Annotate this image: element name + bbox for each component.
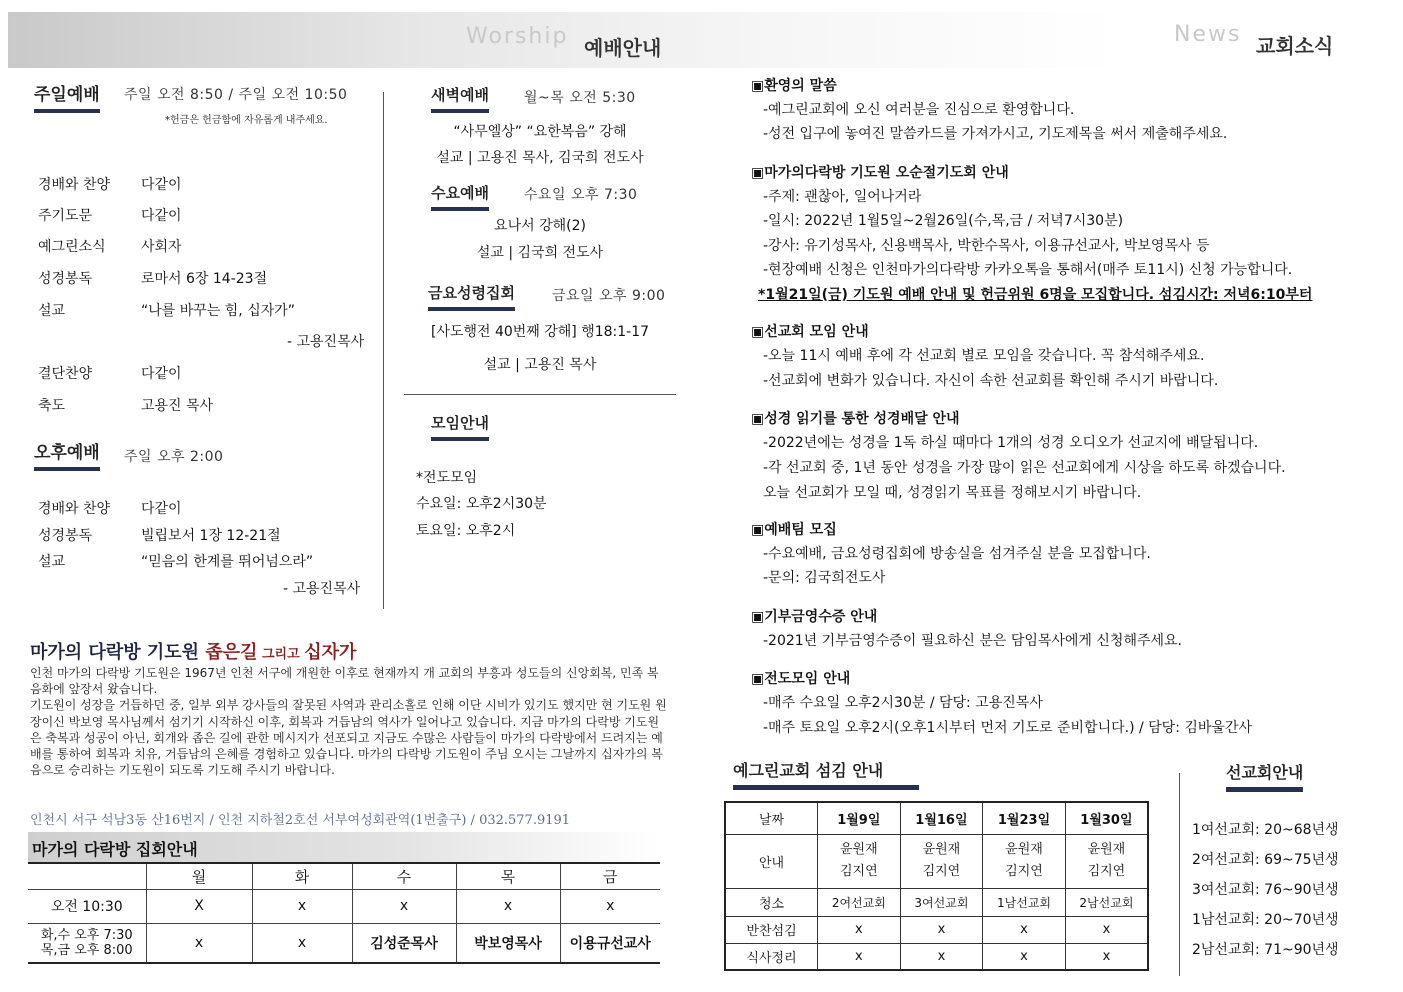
table-cell (900, 834, 983, 888)
table-cell: X (146, 889, 252, 923)
news-notice: *1월21일(금) 기도원 예배 안내 및 헌금위원 6명을 모집합니다. 섬김시간: 저녁6:10부터 (758, 287, 1313, 303)
order-label: 경배와 찬양 (38, 177, 111, 193)
wednesday-sermon-series: 요나서 강해(2) (494, 218, 586, 234)
header-cell (28, 863, 146, 889)
guide-name: 윤원재 (839, 842, 878, 857)
mission-item: 1여선교회: 20~68년생 (1192, 822, 1339, 838)
table-cell: 1남선교회 (983, 888, 1066, 916)
news-item-line: -성전 입구에 놓여진 말씀카드를 가져가시고, 기도제목을 써서 제출해주세요. (763, 126, 1228, 142)
order-value: 다같이 (141, 208, 182, 224)
sermon-title: “믿음의 한계를 뛰어넘으라” (141, 554, 314, 570)
news-item-line: -매주 토요일 오후2시(오후1시부터 먼저 기도로 준비합니다.) / 담당: 김바울간사 (763, 720, 1252, 736)
mission-item: 2남선교회: 71~90년생 (1192, 942, 1339, 958)
mission-item: 3여선교회: 76~90년생 (1192, 882, 1339, 898)
order-value: 사회자 (141, 239, 182, 255)
table-cell: 청소 (725, 888, 818, 916)
mission-divider (1179, 773, 1180, 976)
wednesday-worship-title: 수요예배 (431, 182, 489, 211)
news-ko-label: 교회소식 (1256, 34, 1334, 58)
news-en-label: News (1174, 22, 1242, 47)
news-item-title: ▣예배팀 모집 (751, 522, 837, 538)
header-cell: 수 (352, 863, 456, 889)
order-label: 성경봉독 (38, 271, 93, 287)
prayer-house-title (30, 638, 356, 664)
news-item-line: -현장예배 신청은 인천마가의다락방 카카오톡을 통해서(매주 토11시) 신청 가능합니다. (763, 262, 1293, 278)
news-item-line: -오늘 11시 예배 후에 각 선교회 별로 모임을 갖습니다. 꼭 참석해주세요. (763, 348, 1205, 364)
guide-name: 윤원재 (922, 842, 961, 857)
table-cell (818, 834, 901, 888)
prayer-house-address: 인천시 서구 석남3동 산16번지 / 인천 지하철2호선 서부여성회관역(1번출구) / 032.577.9191 (30, 813, 571, 828)
order-label: 축도 (38, 398, 66, 414)
order-label: 경배와 찬양 (38, 501, 111, 517)
table-row (725, 943, 1148, 970)
news-item-title: ▣마가의다락방 기도원 오순절기도회 안내 (751, 165, 1009, 181)
table-cell: x (146, 923, 252, 963)
news-item-line: -문의: 김국희전도사 (763, 570, 886, 586)
worship-ko-label: 예배안내 (584, 36, 662, 60)
header-cell: 날짜 (725, 802, 818, 834)
news-item-line: -2022년에는 성경을 1독 하실 때마다 1개의 성경 오디오가 선교지에 배달됩니다. (763, 435, 1259, 451)
table-cell (983, 834, 1066, 888)
table-cell (1065, 834, 1148, 888)
dawn-preachers: 설교 | 고용진 목사, 김국희 전도사 (436, 150, 644, 166)
meeting-line: 토요일: 오후2시 (416, 523, 516, 539)
serving-title: 예그린교회 섬김 안내 (733, 758, 919, 790)
offering-note: *헌금은 헌금함에 자유롭게 내주세요. (165, 115, 328, 126)
order-value: 로마서 6장 14-23절 (141, 271, 268, 287)
meeting-line: 수요일: 오후2시30분 (416, 496, 547, 512)
news-item-line: -예그린교회에 오신 여러분을 진심으로 환영합니다. (763, 102, 1075, 118)
table-cell: 반찬섬김 (725, 916, 818, 943)
table-cell: x (1065, 916, 1148, 943)
news-item-line: -각 선교회 중, 1년 동안 성경을 가장 많이 읽은 선교회에게 시상을 하도록 하겠습니다. (763, 460, 1286, 476)
header-cell: 화 (252, 863, 352, 889)
order-label: 예그린소식 (38, 239, 106, 255)
table-cell: x (252, 923, 352, 963)
news-item-line: -일시: 2022년 1월5일~2월26일(수,목,금 / 저녁7시30분) (763, 213, 1124, 229)
order-label: 설교 (38, 303, 66, 319)
table-cell: 김성준목사 (352, 923, 456, 963)
guide-name: 윤원재 (1005, 842, 1043, 857)
sermon-title: “나를 바꾸는 힘, 십자가” (141, 303, 296, 319)
guide-name: 윤원재 (1087, 842, 1126, 857)
news-item-line: -수요예배, 금요성령집회에 방송실을 섬겨주실 분을 모집합니다. (763, 546, 1151, 562)
table-row (725, 916, 1148, 943)
prayer-house-description (30, 665, 670, 778)
meeting-line: *전도모임 (416, 470, 478, 486)
header-cell: 1월30일 (1065, 802, 1148, 834)
table-cell: 박보영목사 (456, 923, 560, 963)
order-value: 다같이 (141, 366, 182, 382)
dawn-sermon-series: “사무엘상” “요한복음” 강해 (453, 124, 627, 140)
order-label: 설교 (38, 554, 66, 570)
preacher: - 고용진목사 (283, 581, 361, 597)
serving-table (724, 801, 1149, 971)
table-cell: x (900, 916, 983, 943)
guide-name: 김지연 (922, 864, 961, 879)
friday-sermon-series: [사도행전 40번째 강해] 행18:1-17 (430, 324, 650, 340)
order-label: 주기도문 (38, 208, 93, 224)
worship-en-label: Worship (466, 24, 569, 49)
table-cell: x (900, 943, 983, 970)
header-cell: 금 (560, 863, 660, 889)
table-cell: x (983, 943, 1066, 970)
table-cell: 식사정리 (725, 943, 818, 970)
order-value: 다같이 (141, 177, 182, 193)
guide-name: 김지연 (1087, 864, 1126, 879)
table-cell: x (818, 943, 901, 970)
table-cell: x (352, 889, 456, 923)
header-cell: 1월9일 (818, 802, 901, 834)
sunday-worship-title: 주일예배 (34, 80, 100, 113)
title-part: 좁은길 (205, 642, 258, 663)
description-text: 인천 마가의 다락방 기도원은 1967년 인천 서구에 개원한 이후로 현재까지 개 교회의 부흥과 성도들의 신앙회복, 민족 복음화에 앞장서 왔습니다. 기도원이 성장을 거듭하던 중, 일부 외부 강사들의 잘못된 사역과 관리소홀로 인해 이단 시비가 있기도 했지만 현 기도원 원장이신 박보영 목사님께서 섬기기 시작하신 이후, 회복과 거듭남의 역사가 일어나고 있습니다. 지금 마가의 다락방 기도원은 축복과 성공이 아닌, 회개와 좁은 길에 관한 메시지가 선포되고 지금도 수많은 사람들이 마가의 다락방에서 드려지는 예배를 통하여 회복과 치유, 거듭남의 은혜를 경험하고 있습니다. 마가의 다락방 기도원이 주님 오시는 그날까지 십자가의 복음으로 승리하는 기도원이 되도록 기도해 주시기 바랍니다. (30, 666, 667, 778)
title-part: 십자가 (304, 642, 357, 663)
table-cell: x (818, 916, 901, 943)
gathering-title: 마가의 다락방 집회안내 (32, 840, 198, 859)
wednesday-worship-time: 수요일 오후 7:30 (524, 187, 638, 203)
table-cell: x (252, 889, 352, 923)
section-divider (404, 394, 676, 395)
table-cell: 3여선교회 (900, 888, 983, 916)
news-item-line: 오늘 선교회가 모일 때, 성경읽기 목표를 정해보시기 바랍니다. (763, 485, 1142, 501)
news-item-line: -2021년 기부금영수증이 필요하신 분은 담임목사에게 신청해주세요. (763, 633, 1183, 649)
afternoon-worship-title: 오후예배 (34, 438, 100, 471)
order-value: 고용진 목사 (141, 398, 214, 414)
table-cell: 오전 10:30 (28, 889, 146, 923)
news-item-line: -주제: 괜찮아, 일어나거라 (763, 189, 922, 205)
table-row (28, 889, 660, 923)
header-cell: 월 (146, 863, 252, 889)
preacher: - 고용진목사 (287, 334, 365, 350)
guide-name: 김지연 (839, 864, 878, 879)
news-item-title: ▣전도모임 안내 (751, 671, 851, 687)
dawn-worship-time: 월~목 오전 5:30 (524, 90, 636, 106)
table-cell: x (983, 916, 1066, 943)
mission-title: 선교회안내 (1226, 760, 1303, 792)
table-cell: x (560, 889, 660, 923)
order-label: 결단찬양 (38, 366, 93, 382)
column-divider (383, 92, 384, 609)
news-item-line: -강사: 유기성목사, 신용백목사, 박한수목사, 이용규선교사, 박보영목사 등 (763, 238, 1210, 254)
table-cell: 이용규선교사 (560, 923, 660, 963)
header-cell: 1월23일 (983, 802, 1066, 834)
table-cell: 안내 (725, 834, 818, 888)
news-item-title: ▣기부금영수증 안내 (751, 609, 878, 625)
header-cell: 1월16일 (900, 802, 983, 834)
table-header-row (28, 863, 660, 889)
friday-worship-title: 금요성령집회 (428, 282, 515, 311)
news-item-line: -매주 수요일 오후2시30분 / 담당: 고용진목사 (763, 695, 1043, 711)
order-label: 성경봉독 (38, 528, 93, 544)
gathering-schedule-table (28, 862, 660, 964)
guide-name: 김지연 (1005, 864, 1043, 879)
order-value: 빌립보서 1장 12-21절 (141, 528, 281, 544)
friday-preacher: 설교 | 고용진 목사 (483, 357, 597, 373)
mission-item: 1남선교회: 20~70년생 (1192, 912, 1339, 928)
dawn-worship-title: 새벽예배 (431, 84, 489, 113)
table-cell: 2여선교회 (818, 888, 901, 916)
title-part: 마가의 다락방 기도원 (30, 642, 206, 663)
wednesday-preacher: 설교 | 김국희 전도사 (476, 245, 604, 261)
news-item-title: ▣성경 읽기를 통한 성경배달 안내 (751, 411, 960, 427)
sunday-worship-times: 주일 오전 8:50 / 주일 오전 10:50 (124, 87, 348, 103)
news-item-title: ▣선교회 모임 안내 (751, 324, 869, 340)
news-item-title: ▣환영의 말씀 (751, 78, 837, 94)
table-row (28, 923, 660, 963)
table-cell: x (1065, 943, 1148, 970)
header-cell: 목 (456, 863, 560, 889)
table-cell: x (456, 889, 560, 923)
meeting-title: 모임안내 (431, 412, 489, 441)
friday-worship-time: 금요일 오후 9:00 (552, 288, 666, 304)
table-row (725, 888, 1148, 916)
order-value: 다같이 (141, 501, 182, 517)
afternoon-worship-time: 주일 오후 2:00 (124, 449, 224, 465)
news-item-line: -선교회에 변화가 있습니다. 자신이 속한 선교회를 확인해 주시기 바랍니다. (763, 373, 1219, 389)
table-row (725, 834, 1148, 888)
table-header-row (725, 802, 1148, 834)
table-cell: 2남선교회 (1065, 888, 1148, 916)
mission-item: 2여선교회: 69~75년생 (1192, 852, 1339, 868)
title-part: 그리고 (257, 647, 305, 662)
table-cell: 화,수 오후 7:30 목,금 오후 8:00 (28, 923, 146, 963)
